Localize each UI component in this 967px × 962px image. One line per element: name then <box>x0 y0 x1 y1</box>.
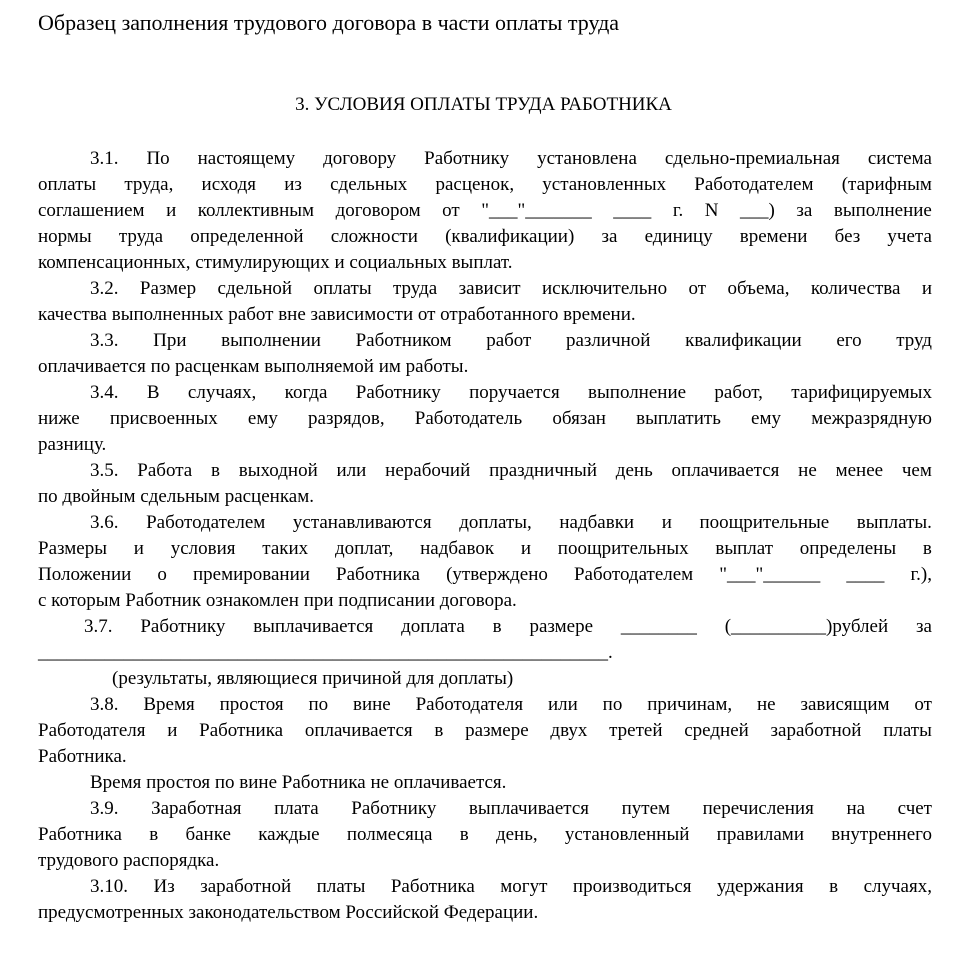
word: г.), <box>910 564 932 585</box>
word: менее <box>835 460 884 481</box>
word: выплатить <box>636 408 721 429</box>
word: установлена <box>537 148 637 169</box>
word: N <box>704 200 719 221</box>
word: Работнику <box>140 616 226 637</box>
paragraph-3-7 <box>38 614 932 692</box>
word: труда <box>393 278 438 299</box>
word: в <box>829 876 839 897</box>
word: причинам, <box>647 694 733 715</box>
word: количества <box>810 278 901 299</box>
word: и <box>520 538 532 559</box>
line: по двойным сдельным расценкам. <box>38 486 314 507</box>
word: могут <box>500 876 548 897</box>
document-title: Образец заполнения трудового договора в части оплаты труда <box>38 10 620 35</box>
line: предусмотренных законодательством Российской Федерации. <box>38 902 539 923</box>
paragraph-3-1 <box>38 146 932 276</box>
word: от <box>442 200 460 221</box>
word: от <box>688 278 707 299</box>
word: исключительно <box>542 278 668 299</box>
word: выполнении <box>221 330 321 351</box>
line <box>38 380 932 406</box>
line <box>38 614 932 640</box>
word: коллективным <box>197 200 315 221</box>
word: обязан <box>552 408 606 429</box>
word: сдельной <box>217 278 293 299</box>
word: сдельных <box>330 174 408 195</box>
word: оплаты <box>313 278 372 299</box>
word: день <box>615 460 653 481</box>
line <box>38 822 932 848</box>
word: не <box>798 460 817 481</box>
word: 3.9. <box>90 798 119 819</box>
word: внутреннего <box>831 824 932 845</box>
line <box>38 276 932 302</box>
word: в <box>459 824 469 845</box>
word: день, <box>495 824 538 845</box>
paragraph-3-8 <box>38 692 932 796</box>
word: каждые <box>258 824 320 845</box>
word: Работника <box>199 720 284 741</box>
word: (__________)рублей <box>724 616 889 637</box>
word: сдельно-премиальная <box>664 148 840 169</box>
line <box>38 198 932 224</box>
word: различной <box>565 330 651 351</box>
word: Работника <box>38 824 122 845</box>
word: доплата <box>401 616 465 637</box>
word: 3.4. <box>90 382 119 403</box>
word: 3.1. <box>90 148 119 169</box>
line <box>38 146 932 172</box>
word: установленных <box>542 174 667 195</box>
word: третей <box>609 720 663 741</box>
word: Работодателем <box>694 174 814 195</box>
word: заработной <box>200 876 292 897</box>
document-body <box>38 146 932 926</box>
word: (тарифным <box>841 174 932 195</box>
field-caption: (результаты, являющиеся причиной для доплаты) <box>112 668 514 689</box>
word: чем <box>901 460 932 481</box>
line: Время простоя по вине Работника не оплачивается. <box>90 772 507 793</box>
word: на <box>846 798 866 819</box>
line <box>38 406 932 432</box>
word: 3.5. <box>90 460 119 481</box>
word: "___"_______ <box>481 200 592 221</box>
line: компенсационных, стимулирующих и социальных выплат. <box>38 252 513 273</box>
word: банке <box>185 824 231 845</box>
word: Работодателя <box>38 720 146 741</box>
word: настоящему <box>197 148 296 169</box>
word: 3.8. <box>90 694 119 715</box>
word: и <box>167 720 178 741</box>
word: доплат, <box>334 538 394 559</box>
word: таких <box>262 538 309 559</box>
word: зависит <box>458 278 521 299</box>
word: Из <box>153 876 175 897</box>
word: Работодателем <box>573 564 694 585</box>
word: случаях, <box>863 876 932 897</box>
line <box>38 172 932 198</box>
word: 3.6. <box>90 512 119 533</box>
word: Размер <box>139 278 197 299</box>
paragraph-3-3 <box>38 328 932 380</box>
word: доплаты, <box>459 512 532 533</box>
line <box>38 692 932 718</box>
line <box>38 536 932 562</box>
word: размере <box>529 616 594 637</box>
word: оплачивается <box>304 720 413 741</box>
word: Размеры <box>38 538 107 559</box>
word: 3.10. <box>90 876 128 897</box>
word: времени <box>739 226 808 247</box>
word: в <box>492 616 502 637</box>
word: тарифицируемых <box>791 382 932 403</box>
word: По <box>146 148 170 169</box>
word: Работнику <box>355 382 441 403</box>
word: оплачивается <box>671 460 780 481</box>
word: его <box>836 330 862 351</box>
word: двух <box>550 720 588 741</box>
word: правилами <box>716 824 805 845</box>
word: условия <box>170 538 236 559</box>
word: нормы <box>38 226 92 247</box>
word: квалификации <box>685 330 802 351</box>
word: Работнику <box>351 798 437 819</box>
line: оплачивается по расценкам выполняемой им работы. <box>38 356 469 377</box>
word: зависящим <box>800 694 890 715</box>
word: за <box>915 616 932 637</box>
word: не <box>756 694 776 715</box>
paragraph-3-5 <box>38 458 932 510</box>
word: случаях, <box>187 382 257 403</box>
word: праздничный <box>489 460 597 481</box>
word: путем <box>621 798 671 819</box>
word: работ, <box>714 382 763 403</box>
word: оплаты <box>38 174 97 195</box>
word: Заработная <box>151 798 242 819</box>
paragraph-3-9 <box>38 796 932 874</box>
word: труд <box>896 330 932 351</box>
word: установленный <box>564 824 690 845</box>
line <box>38 510 932 536</box>
word: перечисления <box>702 798 814 819</box>
word: выплаты. <box>856 512 932 533</box>
word: в <box>210 460 220 481</box>
word: или <box>336 460 367 481</box>
word: выполнение <box>588 382 687 403</box>
word: При <box>153 330 187 351</box>
word: платы <box>316 876 366 897</box>
word: и <box>921 278 932 299</box>
word: надбавок <box>420 538 495 559</box>
word: определенной <box>190 226 304 247</box>
word: единицу <box>644 226 713 247</box>
word: о <box>157 564 167 585</box>
word: выполнение <box>833 200 932 221</box>
word: в <box>434 720 444 741</box>
word: Работника <box>336 564 420 585</box>
word: труда <box>118 226 164 247</box>
word: (утверждено <box>446 564 548 585</box>
word: Работа <box>137 460 193 481</box>
word: счет <box>897 798 932 819</box>
word: ____ <box>613 200 652 221</box>
word: платы <box>883 720 932 741</box>
word: по <box>308 694 329 715</box>
word: и <box>166 200 177 221</box>
line <box>38 796 932 822</box>
line: Работника. <box>38 746 127 767</box>
word: и <box>661 512 672 533</box>
word: устанавливаются <box>292 512 432 533</box>
word: "___"______ <box>719 564 821 585</box>
word: из <box>284 174 302 195</box>
word: выплат <box>715 538 774 559</box>
word: вине <box>353 694 391 715</box>
word: плата <box>274 798 319 819</box>
word: межразрядную <box>811 408 932 429</box>
word: объема, <box>727 278 790 299</box>
word: поощрительных <box>557 538 689 559</box>
line <box>38 562 932 588</box>
word: 3.3. <box>90 330 119 351</box>
word: выходной <box>238 460 318 481</box>
line <box>38 718 932 744</box>
word: простоя <box>219 694 284 715</box>
word: Время <box>143 694 195 715</box>
paragraph-3-4 <box>38 380 932 458</box>
word: и <box>133 538 144 559</box>
paragraph-3-2 <box>38 276 932 328</box>
word: полмесяца <box>346 824 433 845</box>
word: или <box>547 694 578 715</box>
word: труда, <box>124 174 174 195</box>
word: в <box>922 538 932 559</box>
word: заработной <box>770 720 862 741</box>
word: за <box>796 200 813 221</box>
word: г. <box>672 200 684 221</box>
word: ____ <box>846 564 885 585</box>
word: 3.2. <box>90 278 119 299</box>
line <box>38 328 932 354</box>
section-heading: 3. УСЛОВИЯ ОПЛАТЫ ТРУДА РАБОТНИКА <box>295 94 672 115</box>
word: средней <box>684 720 749 741</box>
word: удержания <box>717 876 804 897</box>
word: ему <box>751 408 782 429</box>
word: Работника <box>390 876 475 897</box>
word: сложности <box>330 226 418 247</box>
word: премировании <box>192 564 310 585</box>
word: определены <box>799 538 897 559</box>
word: по <box>602 694 623 715</box>
word: договором <box>335 200 421 221</box>
word: присвоенных <box>109 408 218 429</box>
word: за <box>601 226 618 247</box>
word: Работодателя <box>415 694 524 715</box>
line <box>38 458 932 484</box>
word: соглашением <box>38 200 145 221</box>
word: выплачивается <box>253 616 374 637</box>
line <box>38 224 932 250</box>
word: ниже <box>38 408 80 429</box>
word: производиться <box>572 876 692 897</box>
word: ему <box>247 408 278 429</box>
word: Работником <box>355 330 452 351</box>
line: с которым Работник ознакомлен при подписании договора. <box>38 590 517 611</box>
word: (квалификации) <box>445 226 575 247</box>
word: Работнику <box>424 148 510 169</box>
word: Положении <box>38 564 132 585</box>
word: от <box>914 694 932 715</box>
word: в <box>149 824 159 845</box>
word: разрядов, <box>308 408 385 429</box>
word: размере <box>465 720 529 741</box>
word: поручается <box>469 382 560 403</box>
word: Работодатель <box>414 408 523 429</box>
paragraph-3-10 <box>38 874 932 926</box>
word: В <box>146 382 160 403</box>
line: разницу. <box>38 434 107 455</box>
word: 3.7. <box>84 616 113 637</box>
word: исходя <box>201 174 257 195</box>
word: договору <box>323 148 397 169</box>
word: поощрительные <box>699 512 830 533</box>
word: ________ <box>620 616 697 637</box>
paragraph-3-6 <box>38 510 932 614</box>
line: трудового распорядка. <box>38 850 220 871</box>
blank-fill-line: ____________________________________________________________. <box>38 642 613 663</box>
word: учета <box>887 226 932 247</box>
line: качества выполненных работ вне зависимости от отработанного времени. <box>38 304 636 325</box>
word: ___) <box>740 200 775 221</box>
word: работ <box>486 330 532 351</box>
word: надбавки <box>559 512 635 533</box>
line <box>38 874 932 900</box>
word: когда <box>284 382 328 403</box>
word: расценок, <box>435 174 515 195</box>
word: нерабочий <box>385 460 471 481</box>
word: система <box>867 148 932 169</box>
word: без <box>834 226 861 247</box>
word: Работодателем <box>146 512 266 533</box>
word: выплачивается <box>468 798 589 819</box>
